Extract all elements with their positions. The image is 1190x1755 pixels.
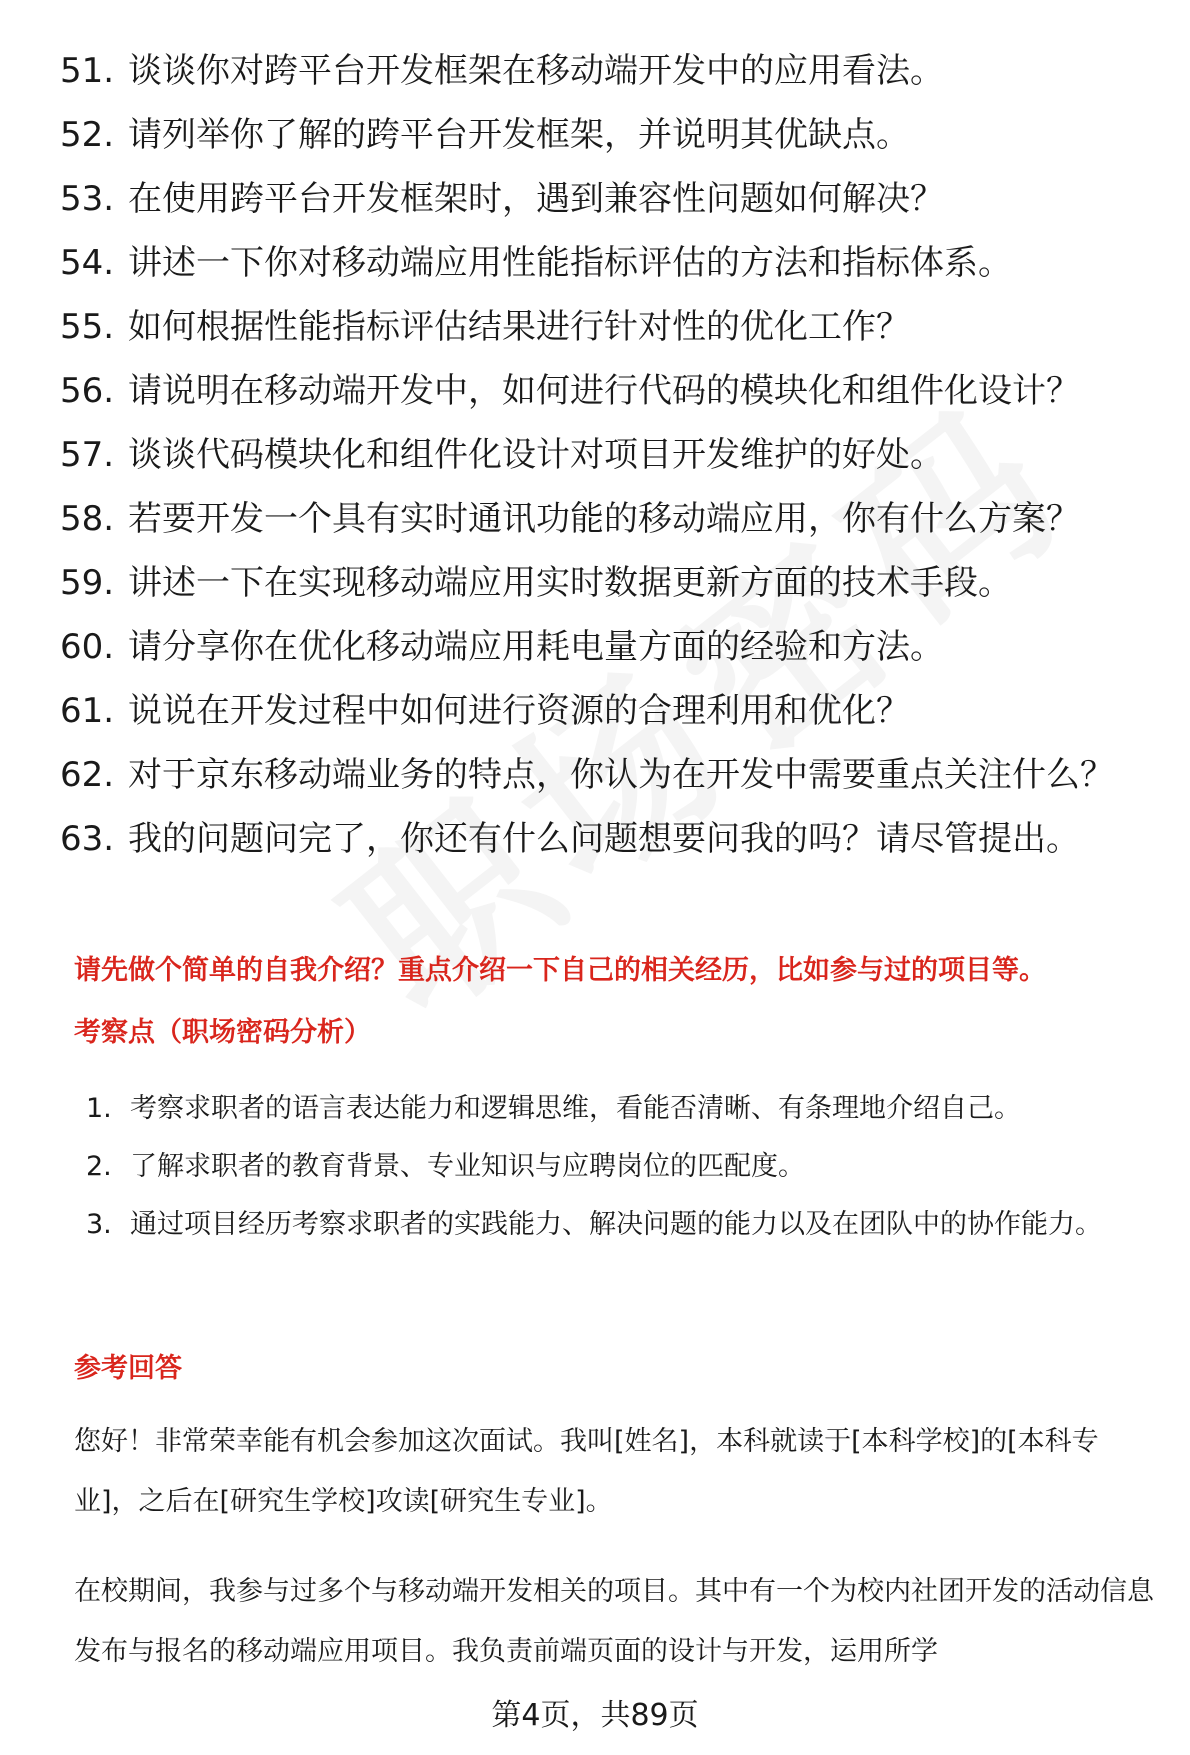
point-text: 通过项目经历考察求职者的实践能力、解决问题的能力以及在团队中的协作能力。 bbox=[130, 1209, 1102, 1240]
answer-paragraph: 您好！非常荣幸能有机会参加这次面试。我叫[姓名]，本科就读于[本科学校]的[本科专业]，之后在[研究生学校]攻读[研究生专业]。 bbox=[74, 1426, 1099, 1517]
list-item bbox=[60, 48, 1140, 94]
question-text: 谈谈代码模块化和组件化设计对项目开发维护的好处。 bbox=[128, 435, 944, 475]
list-item bbox=[86, 1196, 1156, 1254]
question-text: 说说在开发过程中如何进行资源的合理利用和优化？ bbox=[128, 691, 910, 731]
point-number: 3. bbox=[86, 1209, 112, 1240]
question-number: 62. bbox=[60, 755, 115, 795]
question-text: 在使用跨平台开发框架时，遇到兼容性问题如何解决？ bbox=[128, 179, 944, 219]
question-number: 57. bbox=[60, 435, 115, 475]
question-text: 如何根据性能指标评估结果进行针对性的优化工作？ bbox=[128, 307, 910, 347]
answer-paragraph: 在校期间，我参与过多个与移动端开发相关的项目。其中有一个为校内社团开发的活动信息发布与报名的移动端应用项目。我负责前端页面的设计与开发，运用所学 bbox=[74, 1576, 1154, 1667]
list-item bbox=[86, 1080, 1156, 1138]
point-text: 了解求职者的教育背景、专业知识与应聘岗位的匹配度。 bbox=[130, 1151, 805, 1182]
list-item bbox=[60, 688, 1140, 734]
list-item bbox=[60, 560, 1140, 606]
question-number: 55. bbox=[60, 307, 115, 347]
point-text: 考察求职者的语言表达能力和逻辑思维，看能否清晰、有条理地介绍自己。 bbox=[130, 1093, 1021, 1124]
question-text: 请分享你在优化移动端应用耗电量方面的经验和方法。 bbox=[128, 627, 944, 667]
question-number: 56. bbox=[60, 371, 115, 411]
list-item bbox=[60, 816, 1140, 862]
list-item bbox=[86, 1138, 1156, 1196]
analysis-heading: 考察点（职场密码分析） bbox=[74, 1017, 371, 1048]
question-text: 对于京东移动端业务的特点，你认为在开发中需要重点关注什么？ bbox=[128, 755, 1114, 795]
list-item bbox=[60, 368, 1140, 414]
list-item bbox=[60, 624, 1140, 670]
question-number: 54. bbox=[60, 243, 115, 283]
list-item bbox=[60, 176, 1140, 222]
list-item bbox=[60, 752, 1140, 798]
question-text: 请列举你了解的跨平台开发框架，并说明其优缺点。 bbox=[128, 115, 910, 155]
answer-heading: 参考回答 bbox=[74, 1353, 182, 1384]
list-item bbox=[60, 240, 1140, 286]
question-number: 53. bbox=[60, 179, 115, 219]
question-text: 谈谈你对跨平台开发框架在移动端开发中的应用看法。 bbox=[128, 51, 944, 91]
question-number: 60. bbox=[60, 627, 115, 667]
analysis-points bbox=[86, 1080, 1156, 1254]
list-item bbox=[60, 304, 1140, 350]
question-number: 59. bbox=[60, 563, 115, 603]
question-number: 52. bbox=[60, 115, 115, 155]
question-number: 63. bbox=[60, 819, 115, 859]
list-item bbox=[60, 496, 1140, 542]
question-text: 若要开发一个具有实时通讯功能的移动端应用，你有什么方案？ bbox=[128, 499, 1080, 539]
list-item bbox=[60, 112, 1140, 158]
question-text: 我的问题问完了，你还有什么问题想要问我的吗？请尽管提出。 bbox=[128, 819, 1080, 859]
point-number: 1. bbox=[86, 1093, 112, 1124]
question-text: 请说明在移动端开发中，如何进行代码的模块化和组件化设计？ bbox=[128, 371, 1080, 411]
question-number: 58. bbox=[60, 499, 115, 539]
question-list bbox=[60, 48, 1140, 880]
question-text: 讲述一下在实现移动端应用实时数据更新方面的技术手段。 bbox=[128, 563, 1012, 603]
list-item bbox=[60, 432, 1140, 478]
question-number: 51. bbox=[60, 51, 115, 91]
question-text: 讲述一下你对移动端应用性能指标评估的方法和指标体系。 bbox=[128, 243, 1012, 283]
question-number: 61. bbox=[60, 691, 115, 731]
featured-question: 请先做个简单的自我介绍？重点介绍一下自己的相关经历，比如参与过的项目等。 bbox=[74, 955, 1046, 986]
point-number: 2. bbox=[86, 1151, 112, 1182]
page-footer: 第4页，共89页 bbox=[491, 1698, 699, 1733]
